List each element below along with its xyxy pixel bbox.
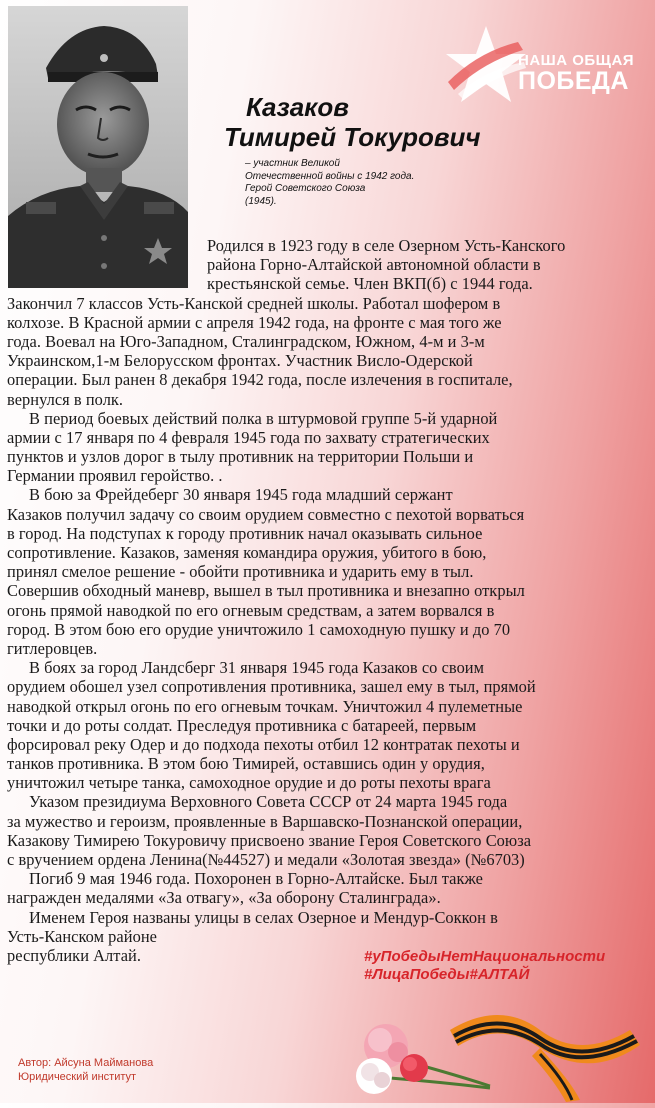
bio-line: сопротивление. Казаков, заменяя командира оружия, убитого в бою, — [7, 543, 487, 562]
hero-subtitle — [245, 158, 465, 208]
bio-line: форсировал реку Одер и до подхода пехоты отбил 12 контратак пехоты и — [7, 734, 520, 754]
bio-line: Указом президиума Верховного Совета СССР от 24 марта 1945 года — [29, 792, 508, 812]
bio-line: Именем Героя названы улицы в селах Озерное и Мендур-Соккон в — [29, 907, 498, 927]
bio-line: Погиб 9 мая 1946 года. Похоронен в Горно-Алтайске. Был также — [29, 869, 483, 889]
bio-line: Украинском,1-м Белорусском фронтах. Участник Висло-Одерской — [7, 351, 473, 371]
bio-line: Казакову Тимирею Токуровичу присвоено звание Героя Советского Союза — [7, 830, 532, 850]
nasha-obshaya-pobeda-logo — [438, 22, 643, 112]
hashtag-1: #уПобедыНетНациональности — [364, 948, 606, 965]
bio-line: вернулся в полк. — [7, 389, 124, 409]
author-name: Автор: Айсуна Майманова — [18, 1057, 154, 1069]
bio-line: колхозе. В Красной армии с апреля 1942 года, на фронте с мая того же — [7, 312, 502, 332]
subtitle-line: (1945). — [245, 195, 277, 207]
bio-line: точки и до роты солдат. Преследуя противника с батареей, первым — [7, 715, 477, 735]
bio-line: крестьянской семье. Член ВКП(б) с 1944 года. — [207, 274, 533, 294]
bio-line: танков противника. В этом бою Тимирей, оставшись один у орудия, — [7, 754, 485, 774]
logo-line-1: НАША ОБЩАЯ — [518, 52, 635, 69]
bio-line: огонь прямой наводкой по его огневым средствам, а затем ворвался в — [7, 600, 495, 620]
bio-line: года. Воевал на Юго-Западном, Сталинградском, Южном, 4-м и 3-м — [7, 331, 485, 351]
bio-line: пунктов и узлов дорог в тылу противник на территории Польши и — [7, 447, 474, 467]
subtitle-line: Отечественной войны с 1942 года. — [245, 170, 415, 182]
bio-line: за мужество и героизм, проявленные в Варшавско-Познанской операции, — [7, 811, 523, 831]
bio-line: В период боевых действий полка в штурмовой группе 5-й ударной — [29, 408, 498, 428]
bio-line: Совершив обходный маневр, вышел в тыл противника и внезапно открыл — [7, 581, 525, 601]
bio-line: Закончил 7 классов Усть-Канской средней школы. Работал шофером в — [7, 293, 501, 313]
bio-line: Усть-Канском районе — [7, 926, 157, 946]
logo-line-2: ПОБЕДА — [518, 67, 629, 95]
bio-line: наводкой открыл огонь по его огневым точкам. Уничтожил 4 пулеметные — [7, 696, 523, 716]
bio-line: гитлеровцев. — [7, 638, 98, 658]
subtitle-line: Герой Советского Союза — [245, 183, 366, 194]
bio-line: армии с 17 января по 4 февраля 1945 года по захвату стратегических — [7, 427, 490, 447]
subtitle-line: – участник Великой — [245, 158, 340, 169]
bio-line: уничтожил четыре танка, самоходное орудие и до роты пехоты врага — [7, 773, 491, 793]
bio-line: республики Алтай. — [7, 945, 141, 965]
bio-line: орудием обошел узел сопротивления противника, зашел ему в тыл, прямой — [7, 677, 536, 697]
bio-line: Родился в 1923 году в селе Озерном Усть-Канского — [207, 236, 566, 255]
bio-line: района Горно-Алтайской автономной области в — [207, 255, 541, 275]
hero-surname: Казаков — [246, 92, 349, 122]
bio-line: Германии проявил геройство. . — [7, 466, 223, 486]
bio-line: с вручением ордена Ленина(№44527) и медали «Золотая звезда» (№6703) — [7, 850, 525, 869]
bio-line: В боях за город Ландсберг 31 января 1945 года Казаков со своим — [29, 658, 485, 678]
bio-line: принял смелое решение - обойти противника и ударить ему в тыл. — [7, 562, 474, 582]
bio-line: город. В этом бою его орудие уничтожило 1 самоходную пушку и до 70 — [7, 619, 511, 639]
bio-line: Казаков получил задачу со своим орудием совместно с пехотой ворваться — [7, 504, 525, 524]
bio-line: В бою за Фрейдеберг 30 января 1945 года младший сержант — [29, 485, 453, 505]
bio-line: награжден медалями «За отвагу», «За оборону Сталинграда». — [7, 888, 441, 908]
bio-line: операции. Был ранен 8 декабря 1942 года, после излечения в госпитале, — [7, 370, 513, 390]
carnations-ribbon-icon — [340, 990, 655, 1103]
bio-line: в город. На подступах к городу противник начал оказывать сильное — [7, 523, 483, 543]
hashtag-2: #ЛицаПобеды#АЛТАЙ — [364, 966, 530, 983]
author-institute: Юридический институт — [18, 1071, 137, 1083]
biography-text — [7, 236, 649, 965]
hero-given-name: Тимирей Токурович — [224, 122, 481, 152]
